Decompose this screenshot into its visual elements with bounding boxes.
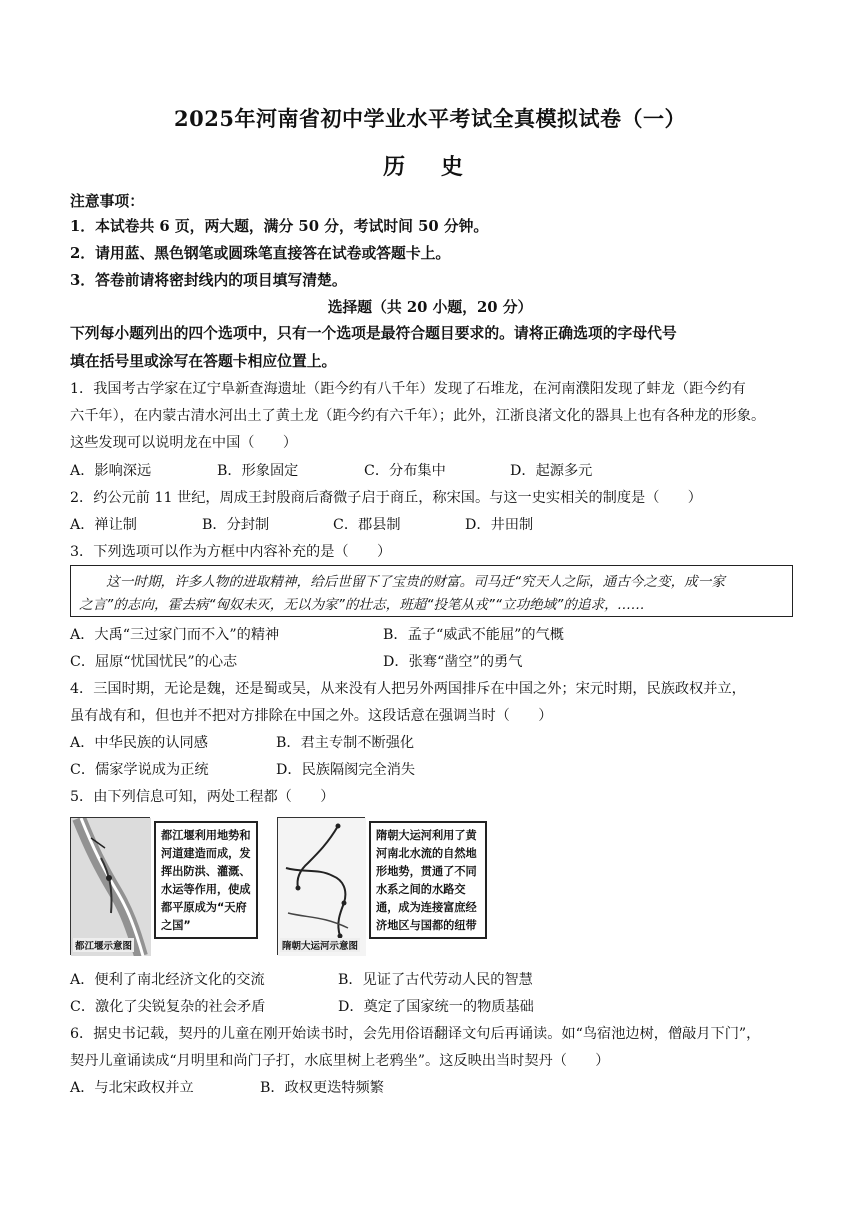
- q2-option-a[interactable]: A．禅让制: [70, 517, 137, 533]
- q1-option-a[interactable]: A．影响深远: [70, 463, 152, 479]
- q2-options: [70, 514, 800, 536]
- grand-canal-note: 隋朝大运河利用了黄河南北水流的自然地形地势，贯通了不同水系之间的水路交通，成为连接富庶经济地区与国都的纽带: [369, 821, 487, 939]
- q4-options-row-1: [70, 732, 800, 754]
- notice-heading: 注意事项：: [70, 193, 144, 210]
- q6-options-row-1: [70, 1077, 800, 1099]
- dujiangyan-note: 都江堰利用地势和河道建造而成，发挥出防洪、灌溉、水运等作用，使成都平原成为“天府之国”: [154, 821, 258, 939]
- q5-option-a[interactable]: A．便利了南北经济文化的交流: [70, 972, 265, 988]
- q1-option-d[interactable]: D．起源多元: [510, 463, 593, 479]
- q6-option-b[interactable]: B．政权更迭特频繁: [260, 1080, 384, 1096]
- grand-canal-caption: 隋朝大运河示意图: [280, 938, 360, 952]
- q4-option-d[interactable]: D．民族隔阂完全消失: [276, 762, 416, 778]
- q1-options: [70, 460, 800, 482]
- q3-options-row-2: [70, 651, 800, 673]
- q5-option-b[interactable]: B．见证了古代劳动人民的智慧: [338, 972, 533, 988]
- q4-option-b[interactable]: B．君主专制不断强化: [276, 735, 415, 751]
- dujiangyan-map-drawing: [71, 818, 151, 956]
- q5-options-row-2: [70, 996, 800, 1018]
- q5-option-c[interactable]: C．激化了尖锐复杂的社会矛盾: [70, 999, 266, 1015]
- q2-option-d[interactable]: D．井田制: [465, 517, 534, 533]
- q1-option-c[interactable]: C．分布集中: [364, 463, 446, 479]
- q4-line-2: 虽有战有和，但也并不把对方排除在中国之外。这段话意在强调当时（ ）: [70, 708, 553, 724]
- q2-option-b[interactable]: B．分封制: [202, 517, 270, 533]
- notice-item-1: 1．本试卷共 6 页，两大题，满分 50 分，考试时间 50 分钟。: [70, 218, 489, 235]
- q3-option-a[interactable]: A．大禹“三过家门而不入”的精神: [70, 627, 280, 643]
- q6-line-2: 契丹儿童诵读成“月明里和尚门子打，水底里树上老鸦坐”。这反映出当时契丹（ ）: [70, 1053, 610, 1069]
- q6-option-a[interactable]: A．与北宋政权并立: [70, 1080, 194, 1096]
- q3-quote-box: [70, 565, 793, 617]
- q1-line-2: 六千年），在内蒙古清水河出土了黄土龙（距今约有六千年）；此外，江浙良渚文化的器具上也有各种龙的形象。: [70, 408, 766, 424]
- grand-canal-figure: [277, 817, 489, 955]
- q6-line-1: 6．据史书记载，契丹的儿童在刚开始读书时，会先用俗语翻译文句后再诵读。如“鸟宿池边树，僧敲月下门”，: [70, 1026, 761, 1042]
- dujiangyan-caption: 都江堰示意图: [73, 938, 134, 952]
- q3-box-line-1: 这一时期，许多人物的进取精神，给后世留下了宝贵的财富。司马迁“究天人之际，通古今之变，成一家: [79, 574, 725, 590]
- q1-line-3: 这些发现可以说明龙在中国（ ）: [70, 435, 298, 451]
- q1-line-1: 1．我国考古学家在辽宁阜新查海遗址（距今约有八千年）发现了石堆龙，在河南濮阳发现了蚌龙（距今约有: [70, 381, 746, 397]
- grand-canal-map-image: [277, 817, 365, 955]
- dujiangyan-figure: [70, 817, 260, 955]
- q3-option-d[interactable]: D．张骞“凿空”的勇气: [383, 654, 523, 670]
- exam-title: 2025年河南省初中学业水平考试全真模拟试卷（一）: [174, 106, 686, 131]
- notice-item-3: 3．答卷前请将密封线内的项目填写清楚。: [70, 272, 347, 289]
- grand-canal-map-drawing: [278, 818, 366, 956]
- q3-box-line-2: 之言”的志向，霍去病“匈奴未灭，无以为家”的壮志，班超“投笔从戎”“立功绝域”的追求，……: [79, 597, 645, 613]
- q5-line-1: 5．由下列信息可知，两处工程都（ ）: [70, 789, 335, 805]
- q3-line-1: 3．下列选项可以作为方框中内容补充的是（ ）: [70, 544, 392, 560]
- q3-options-row-1: [70, 624, 800, 646]
- q4-options-row-2: [70, 759, 800, 781]
- q1-option-b[interactable]: B．形象固定: [217, 463, 299, 479]
- section-instruction-1: 下列每小题列出的四个选项中，只有一个选项是最符合题目要求的。请将正确选项的字母代号: [70, 325, 677, 342]
- dujiangyan-map-image: [70, 817, 150, 955]
- q5-options-row-1: [70, 969, 800, 991]
- q4-option-c[interactable]: C．儒家学说成为正统: [70, 762, 209, 778]
- subject-title: 历 史: [383, 154, 477, 180]
- q3-option-c[interactable]: C．屈原“忧国忧民”的心志: [70, 654, 238, 670]
- q2-option-c[interactable]: C．郡县制: [333, 517, 401, 533]
- section-instruction-2: 填在括号里或涂写在答题卡相应位置上。: [70, 353, 337, 370]
- q3-option-b[interactable]: B．孟子“威武不能屈”的气概: [383, 627, 564, 643]
- q2-line-1: 2．约公元前 11 世纪，周成王封殷商后裔微子启于商丘，称宋国。与这一史实相关的制度是（ ）: [70, 490, 702, 506]
- notice-item-2: 2．请用蓝、黑色钢笔或圆珠笔直接答在试卷或答题卡上。: [70, 245, 451, 262]
- q4-line-1: 4．三国时期，无论是魏，还是蜀或吴，从来没有人把另外两国排斥在中国之外；宋元时期，民族政权并立，: [70, 681, 746, 697]
- section-title: 选择题（共 20 小题，20 分）: [327, 299, 533, 316]
- q5-option-d[interactable]: D．奠定了国家统一的物质基础: [338, 999, 534, 1015]
- q4-option-a[interactable]: A．中华民族的认同感: [70, 735, 208, 751]
